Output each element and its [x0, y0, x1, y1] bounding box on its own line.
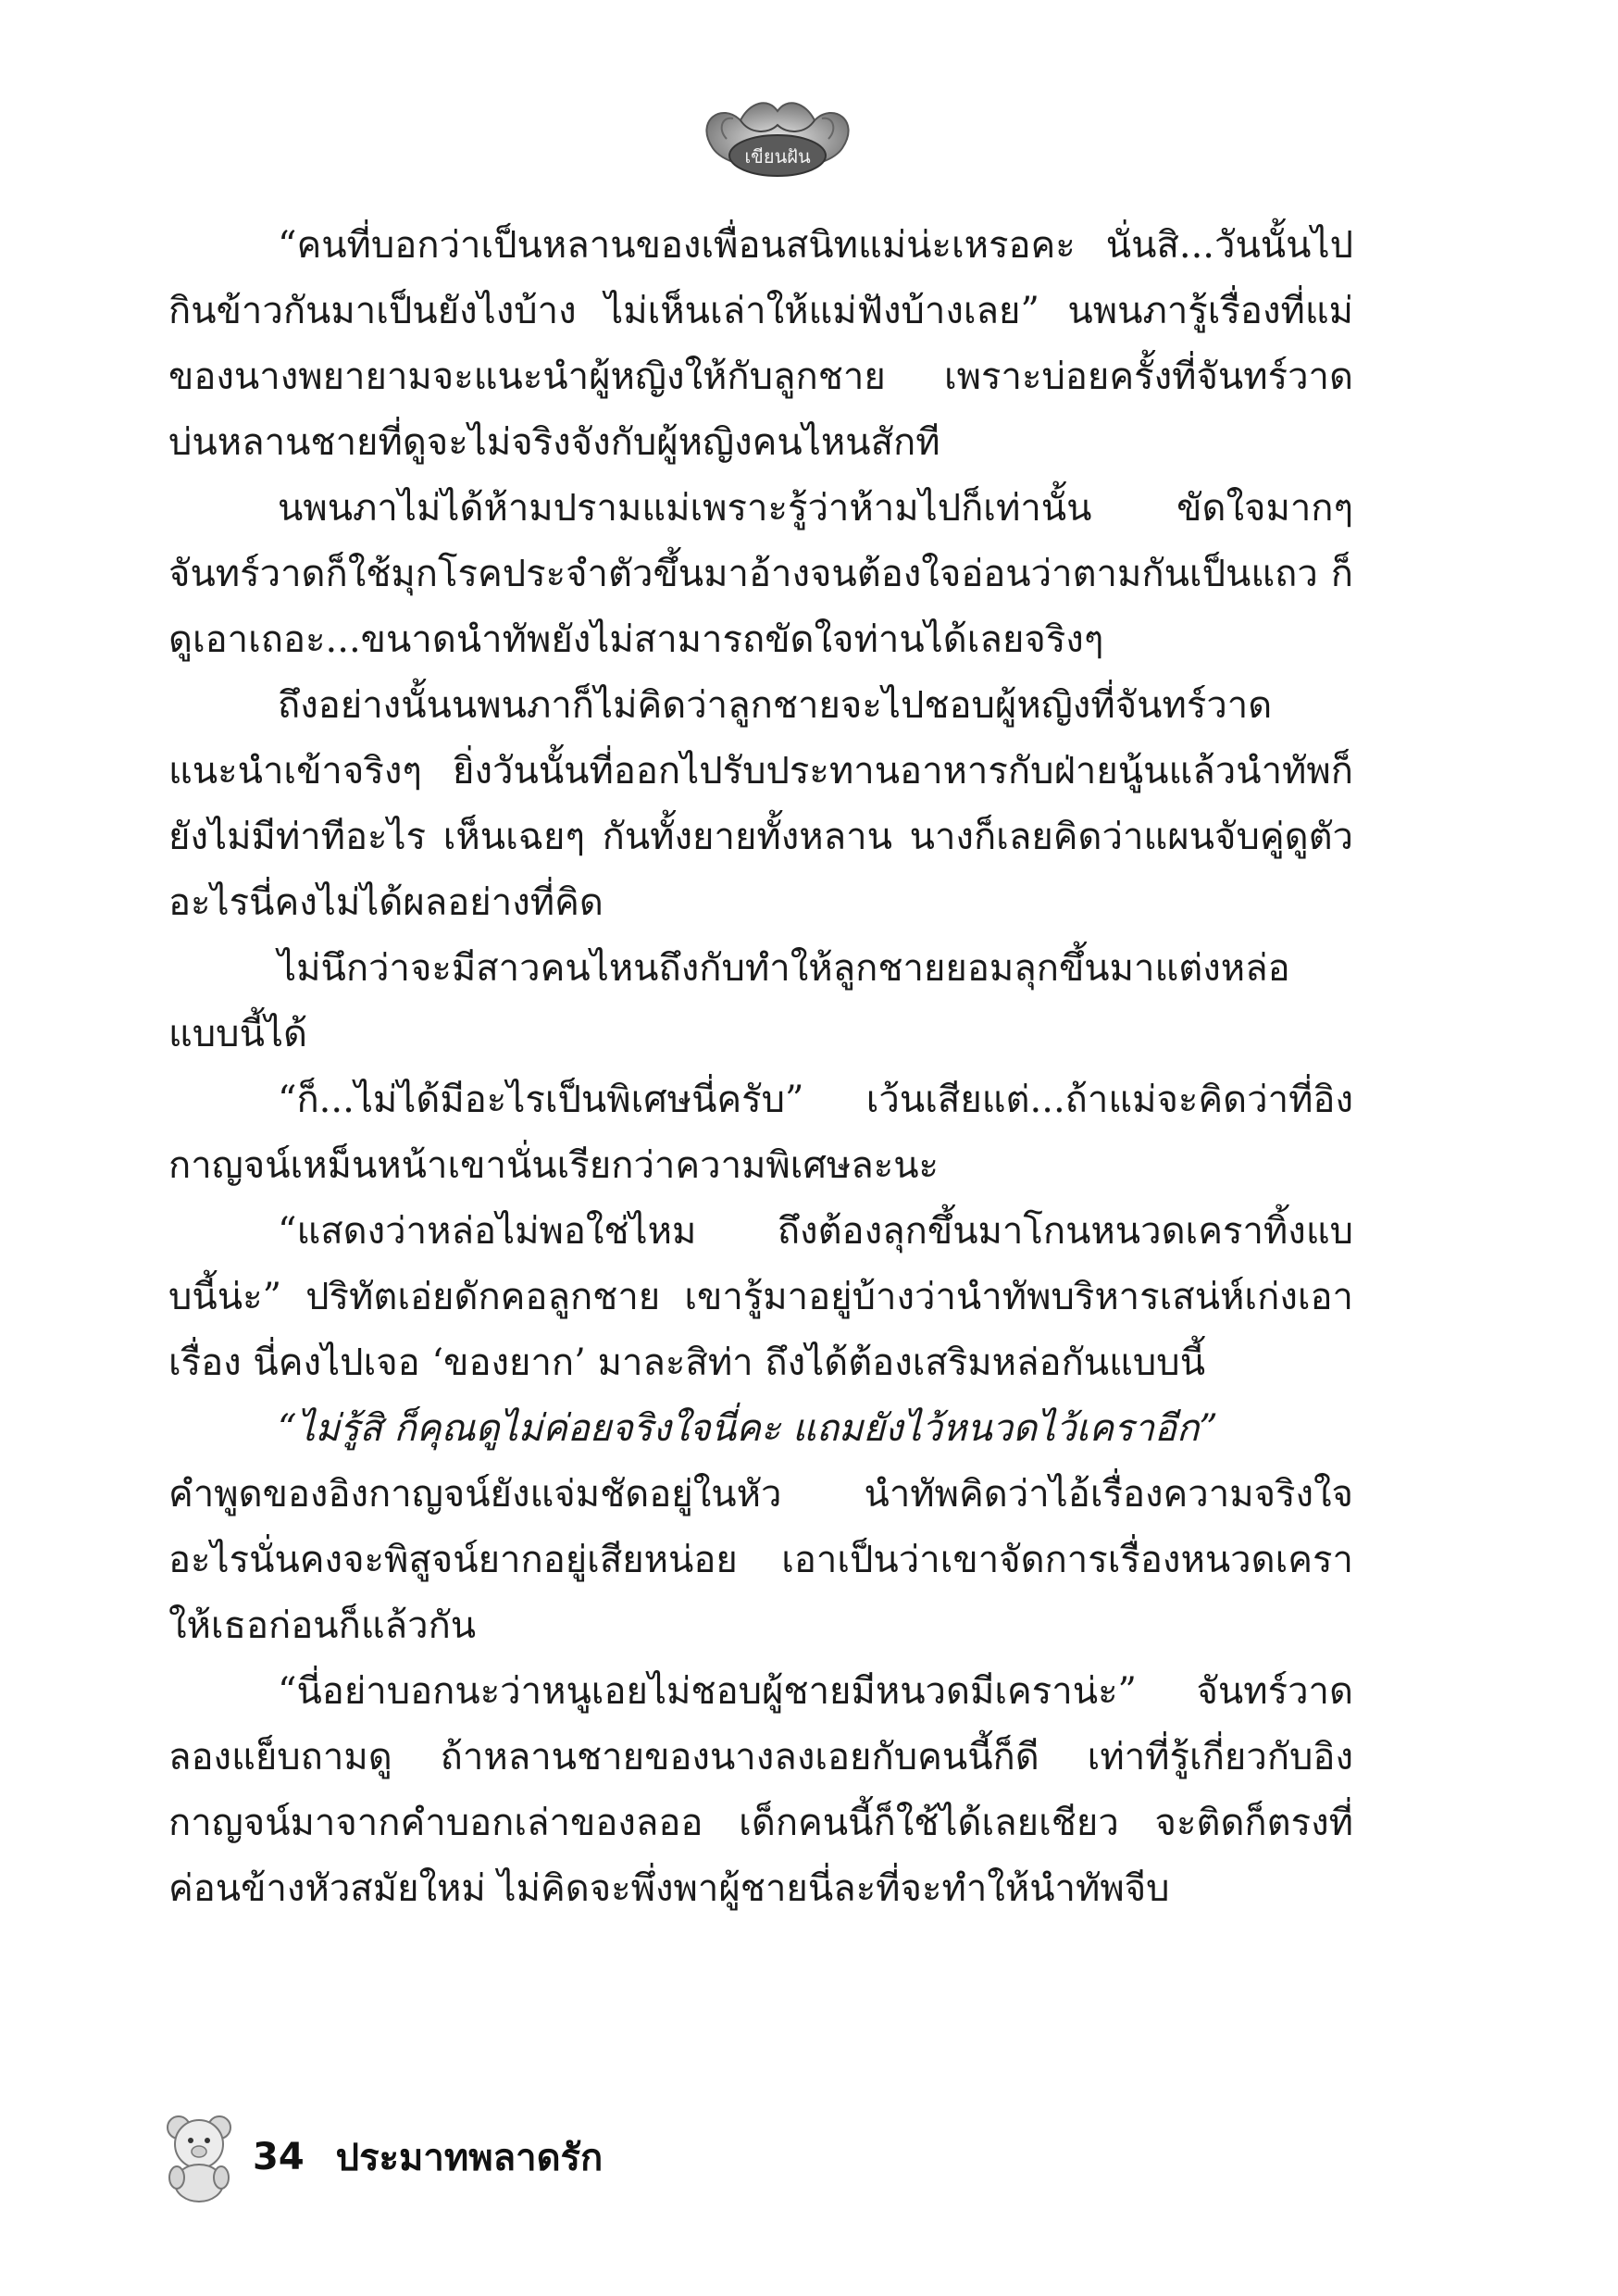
- italic-quote-paragraph: “ไม่รู้สิ ก็คุณดูไม่ค่อยจริงใจนี่คะ แถมยังไว้หนวดไว้เคราอีก”: [278, 1407, 1218, 1450]
- paragraph: “ก็...ไม่ได้มีอะไรเป็นพิเศษนี่ครับ” เว้นเสียแต่...ถ้าแม่จะคิดว่าที่อิงกาญจน์เหม็นหน้าเขานั่นเรียกว่าความพิเศษละนะ: [168, 1079, 1353, 1187]
- page-number: 34: [253, 2136, 305, 2178]
- paragraph: “แสดงว่าหล่อไม่พอใช่ไหม ถึงต้องลุกขึ้นมาโกนหนวดเคราทิ้งแบบนี้น่ะ” ปริทัตเอ่ยดักคอลูกชาย เขารู้มาอยู่บ้างว่านำทัพบริหารเสน่ห์เก่งเอาเรื่อง นี่คงไปเจอ ‘ของยาก’ มาละสิท่า ถึงได้ต้องเสริมหล่อกันแบบนี้: [168, 1210, 1353, 1384]
- paragraph: ถึงอย่างนั้นนพนภาก็ไม่คิดว่าลูกชายจะไปชอบผู้หญิงที่จันทร์วาดแนะนำเข้าจริงๆ ยิ่งวันนั้นที่ออกไปรับประทานอาหารกับฝ่ายนู้นแล้วนำทัพก็ยังไม่มีท่าทีอะไร เห็นเฉยๆ กันทั้งยายทั้งหลาน นางก็เลยคิดว่าแผนจับคู่ดูตัวอะไรนี่คงไม่ได้ผลอย่างที่คิด: [168, 684, 1353, 924]
- paragraph: “นี่อย่าบอกนะว่าหนูเอยไม่ชอบผู้ชายมีหนวดมีเคราน่ะ” จันทร์วาดลองแย็บถามดู ถ้าหลานชายของนางลงเอยกับคนนี้ก็ดี เท่าที่รู้เกี่ยวกับอิงกาญจน์มาจากคำบอกเล่าของลออ เด็กคนนี้ก็ใช้ได้เลยเชียว จะติดก็ตรงที่ค่อนข้างหัวสมัยใหม่ ไม่คิดจะพึ่งพาผู้ชายนี่ละที่จะทำให้นำทัพจีบ: [168, 1670, 1353, 1910]
- paragraph: “คนที่บอกว่าเป็นหลานของเพื่อนสนิทแม่น่ะเหรอคะ นั่นสิ...วันนั้นไปกินข้าวกันมาเป็นยังไงบ้าง ไม่เห็นเล่าให้แม่ฟังบ้างเลย” นพนภารู้เรื่องที่แม่ของนางพยายามจะแนะนำผู้หญิงให้กับลูกชาย เพราะบ่อยครั้งที่จันทร์วาดบ่นหลานชายที่ดูจะไม่จริงจังกับผู้หญิงคนไหนสักที: [168, 224, 1353, 464]
- paragraph: นพนภาไม่ได้ห้ามปรามแม่เพราะรู้ว่าห้ามไปก็เท่านั้น ขัดใจมากๆ จันทร์วาดก็ใช้มุกโรคประจำตัวขึ้นมาอ้างจนต้องใจอ่อนว่าตามกันเป็นแถว ก็ดูเอาเถอะ...ขนาดนำทัพยังไม่สามารถขัดใจท่านได้เลยจริงๆ: [168, 487, 1353, 661]
- paragraph: คำพูดของอิงกาญจน์ยังแจ่มชัดอยู่ในหัว นำทัพคิดว่าไอ้เรื่องความจริงใจอะไรนั่นคงจะพิสูจน์ยากอยู่เสียหน่อย เอาเป็นว่าเขาจัดการเรื่องหนวดเคราให้เธอก่อนก็แล้วกัน: [168, 1473, 1353, 1647]
- body-text: [168, 213, 1353, 1922]
- book-title: ประมาทพลาดรัก: [335, 2137, 604, 2179]
- ornamental-book-emblem-icon: [685, 83, 870, 194]
- emblem-label: เขียนฝัน: [744, 145, 811, 168]
- page-footer: [162, 2111, 603, 2203]
- paragraph: ไม่นึกว่าจะมีสาวคนไหนถึงกับทำให้ลูกชายยอมลุกขึ้นมาแต่งหล่อแบบนี้ได้: [168, 947, 1290, 1055]
- teddy-bear-icon: [162, 2111, 236, 2203]
